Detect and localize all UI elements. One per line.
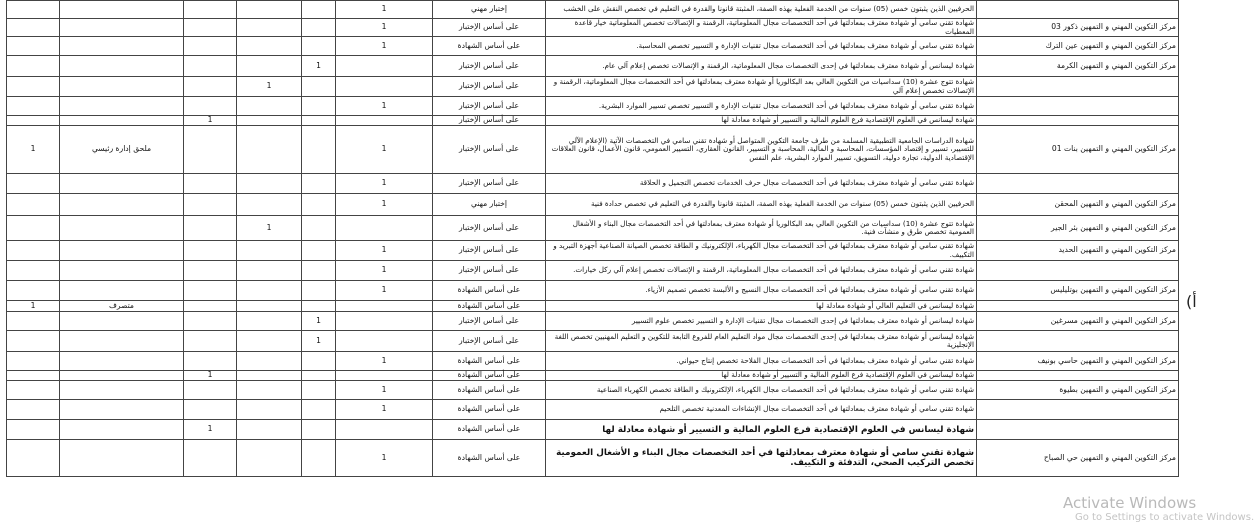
recruitment-mode: على أساس الشهادة — [433, 381, 546, 400]
training-center — [977, 116, 1179, 126]
col-4-count — [237, 440, 302, 477]
recruitment-mode: على أساس الإختبار — [433, 19, 546, 37]
training-center — [977, 371, 1179, 381]
training-center: مركز التكوين المهني و التمهين حي الصباح — [977, 440, 1179, 477]
post-grade: ملحق إدارة رئيسي — [60, 126, 184, 174]
col-4-count — [237, 261, 302, 281]
table-body — [7, 1, 1179, 477]
col-4-count — [237, 331, 302, 352]
col-5-count — [302, 261, 336, 281]
recruitment-mode: على أساس الإختبار — [433, 261, 546, 281]
post-grade — [60, 371, 184, 381]
recruitment-mode: على أساس الإختبار — [433, 312, 546, 331]
col-4-count — [237, 352, 302, 371]
col-6-count: 1 — [336, 352, 433, 371]
col-4-count — [237, 37, 302, 56]
col-5-count — [302, 400, 336, 420]
count-total — [7, 56, 60, 77]
col-6-count: 1 — [336, 241, 433, 261]
required-qualification: شهادة تقني سامي أو شهادة معترف بمعادلتها في أحد التخصصات مجال تقنيات الإدارة و التسيير تخصص تسيير الموارد البشرية. — [546, 97, 977, 116]
col-3-count: 1 — [184, 371, 237, 381]
col-6-count — [336, 216, 433, 241]
count-total — [7, 331, 60, 352]
count-total: 1 — [7, 126, 60, 174]
count-total — [7, 97, 60, 116]
col-4-count — [237, 116, 302, 126]
required-qualification: شهادة تقني سامي أو شهادة معترف بمعادلتها في أحد التخصصات مجال الكهرباء، الإلكترونيك و الطاقة تخصص الكهرباء الصناعية — [546, 381, 977, 400]
required-qualification: شهادة تقني سامي أو شهادة معترف بمعادلتها في أحد التخصصات مجال حرف الخدمات تخصص التجميل و الحلاقة — [546, 174, 977, 194]
col-6-count: 1 — [336, 261, 433, 281]
post-grade — [60, 19, 184, 37]
col-6-count: 1 — [336, 174, 433, 194]
col-5-count — [302, 97, 336, 116]
recruitment-mode: على أساس الإختبار — [433, 126, 546, 174]
col-5-count: 1 — [302, 56, 336, 77]
table-row — [7, 1, 1179, 19]
training-center — [977, 400, 1179, 420]
recruitment-mode: على أساس الشهادة — [433, 400, 546, 420]
post-grade — [60, 1, 184, 19]
table-row — [7, 381, 1179, 400]
required-qualification: شهادة الدراسات الجامعية التطبيقية المسلمة من طرف جامعة التكوين المتواصل أو شهادة تقني سامي في التخصصات الآتية (الإعلام الآلي للتسيير، تسيير و إقتصاد المؤسسات، المحاسبة و المالية، المحاسبة و التسيير، القانون العقاري، التسيير العمومي، قانون الأعمال، قانون العلاقات الإقتصادية الدولية، تجارة دولية، التسويق، تسيير الموارد البشرية، علم النفس — [546, 126, 977, 174]
page-right-margin — [1180, 0, 1225, 524]
col-6-count: 1 — [336, 19, 433, 37]
col-5-count — [302, 440, 336, 477]
table-row — [7, 77, 1179, 97]
table-row — [7, 281, 1179, 301]
required-qualification: شهادة تقني سامي أو شهادة معترف بمعادلتها في أحد التخصصات مجال النسيج و الألبسة تخصص تصميم الأزياء. — [546, 281, 977, 301]
col-5-count: 1 — [302, 312, 336, 331]
col-4-count — [237, 381, 302, 400]
col-5-count — [302, 216, 336, 241]
count-total — [7, 371, 60, 381]
count-total — [7, 174, 60, 194]
table-row — [7, 440, 1179, 477]
required-qualification: شهادة ليسانس في العلوم الإقتصادية فرع العلوم المالية و التسيير أو شهادة معادلة لها — [546, 116, 977, 126]
count-total — [7, 381, 60, 400]
col-5-count: 1 — [302, 331, 336, 352]
count-total — [7, 19, 60, 37]
training-center: مركز التكوين المهني و التمهين بئر الجير — [977, 216, 1179, 241]
recruitment-mode: على أساس الشهادة — [433, 281, 546, 301]
required-qualification: شهادة تقني سامي أو شهادة معترف بمعادلتها في أحد التخصصات مجال تقنيات الإدارة و التسيير تخصص المحاسبة. — [546, 37, 977, 56]
post-grade — [60, 331, 184, 352]
required-qualification: شهادة ليسانس أو شهادة معترف بمعادلتها في إحدى التخصصات مجال المعلوماتية، الرقمنة و الإتصالات تخصص إعلام آلي عام. — [546, 56, 977, 77]
table-row — [7, 56, 1179, 77]
table-row — [7, 400, 1179, 420]
training-center — [977, 77, 1179, 97]
recruitment-mode: على أساس الإختبار — [433, 77, 546, 97]
training-center: مركز التكوين المهني و التمهين مسرغين — [977, 312, 1179, 331]
table-row — [7, 126, 1179, 174]
col-6-count: 1 — [336, 194, 433, 216]
required-qualification: شهادة ليسانس في العلوم الإقتصادية فرع العلوم المالية و التسيير أو شهادة معادلة لها — [546, 371, 977, 381]
col-3-count — [184, 19, 237, 37]
col-5-count — [302, 19, 336, 37]
col-4-count — [237, 97, 302, 116]
count-total: 1 — [7, 301, 60, 312]
col-3-count — [184, 400, 237, 420]
col-5-count — [302, 174, 336, 194]
recruitment-mode: إختبار مهني — [433, 1, 546, 19]
col-6-count — [336, 116, 433, 126]
post-grade — [60, 97, 184, 116]
col-3-count: 1 — [184, 420, 237, 440]
post-grade — [60, 281, 184, 301]
count-total — [7, 261, 60, 281]
count-total — [7, 241, 60, 261]
col-6-count: 1 — [336, 37, 433, 56]
col-6-count: 1 — [336, 281, 433, 301]
count-total — [7, 77, 60, 97]
col-3-count — [184, 440, 237, 477]
table-row — [7, 261, 1179, 281]
col-5-count — [302, 371, 336, 381]
col-6-count — [336, 56, 433, 77]
col-3-count — [184, 281, 237, 301]
col-4-count — [237, 371, 302, 381]
post-grade — [60, 174, 184, 194]
post-grade — [60, 400, 184, 420]
recruitment-mode: على أساس الإختبار — [433, 116, 546, 126]
col-3-count — [184, 194, 237, 216]
required-qualification: شهادة تقني سامي أو شهادة معترف بمعادلتها في أحد التخصصات مجال الكهرباء، الإلكترونيك و الطاقة تخصص الصيانة الصناعية أجهزة التبريد و التكييف. — [546, 241, 977, 261]
required-qualification: شهادة تقني سامي أو شهادة معترف بمعادلتها في أحد التخصصات مجال المعلوماتية، الرقمنة و الإتصالات تخصص المعلوماتية خيار قاعدة المعطيات — [546, 19, 977, 37]
required-qualification: شهادة تقني سامي أو شهادة معترف بمعادلتها في أحد التخصصات مجال البناء و الأشغال العمومية تخصص التركيب الصحي، التدفئة و التكييف. — [546, 440, 977, 477]
table-row — [7, 37, 1179, 56]
col-5-count — [302, 352, 336, 371]
col-3-count: 1 — [184, 116, 237, 126]
col-6-count: 1 — [336, 1, 433, 19]
col-3-count — [184, 241, 237, 261]
required-qualification: شهادة تقني سامي أو شهادة معترف بمعادلتها في أحد التخصصات مجال المعلوماتية، الرقمنة و الإتصالات تخصص إعلام آلي ركل خيارات. — [546, 261, 977, 281]
post-grade — [60, 352, 184, 371]
training-center: مركز التكوين المهني و التمهين المحقن — [977, 194, 1179, 216]
col-5-count — [302, 194, 336, 216]
col-4-count — [237, 1, 302, 19]
col-6-count — [336, 420, 433, 440]
training-center — [977, 301, 1179, 312]
recruitment-mode: على أساس الشهادة — [433, 37, 546, 56]
col-5-count — [302, 301, 336, 312]
post-grade: متصرف — [60, 301, 184, 312]
count-total — [7, 37, 60, 56]
required-qualification: شهادة ليسانس في العلوم الإقتصادية فرع العلوم المالية و التسيير أو شهادة معادلة لها — [546, 420, 977, 440]
col-6-count — [336, 312, 433, 331]
count-total — [7, 1, 60, 19]
col-3-count — [184, 352, 237, 371]
training-center: مركز التكوين المهني و التمهين الكرمة — [977, 56, 1179, 77]
col-4-count: 1 — [237, 77, 302, 97]
col-3-count — [184, 56, 237, 77]
col-6-count: 1 — [336, 381, 433, 400]
recruitment-mode: على أساس الإختبار — [433, 174, 546, 194]
col-4-count — [237, 301, 302, 312]
training-center — [977, 261, 1179, 281]
count-total — [7, 216, 60, 241]
required-qualification: شهادة تتوج عشرة (10) سداسيات من التكوين العالي بعد البكالوريا أو شهادة معترف بمعادلتها في أحد التخصصات مجال المعلوماتية، الرقمنة و الإتصالات تخصص إعلام آلي — [546, 77, 977, 97]
col-4-count — [237, 126, 302, 174]
col-3-count — [184, 77, 237, 97]
training-center — [977, 331, 1179, 352]
col-4-count: 1 — [237, 216, 302, 241]
count-total — [7, 440, 60, 477]
required-qualification: شهادة ليسانس أو شهادة معترف بمعادلتها في إحدى التخصصات مجال تقنيات الإدارة و التسيير تخصص علوم التسيير — [546, 312, 977, 331]
col-3-count — [184, 331, 237, 352]
required-qualification: شهادة ليسانس أو شهادة معترف بمعادلتها في إحدى التخصصات مجال مواد التعليم العام للفروع التابعة للتكوين و التعليم المهنيين تخصص اللغة الإنجليزية — [546, 331, 977, 352]
count-total — [7, 352, 60, 371]
post-grade — [60, 241, 184, 261]
training-center — [977, 97, 1179, 116]
table-row — [7, 241, 1179, 261]
post-grade — [60, 261, 184, 281]
post-grade — [60, 440, 184, 477]
training-center — [977, 174, 1179, 194]
recruitment-mode: على أساس الشهادة — [433, 301, 546, 312]
table-row — [7, 312, 1179, 331]
training-center: مركز التكوين المهني و التمهين بوتليليس — [977, 281, 1179, 301]
activate-windows-watermark: Activate Windows — [1063, 494, 1197, 512]
col-3-count — [184, 261, 237, 281]
table-row — [7, 331, 1179, 352]
col-4-count — [237, 194, 302, 216]
recruitment-table-sheet — [6, 0, 1178, 524]
count-total — [7, 420, 60, 440]
recruitment-mode: على أساس الإختبار — [433, 56, 546, 77]
col-3-count — [184, 126, 237, 174]
recruitment-mode: على أساس الإختبار — [433, 216, 546, 241]
training-center: مركز التكوين المهني و التمهين الحديد — [977, 241, 1179, 261]
training-center: مركز التكوين المهني و التمهين حاسي بونيف — [977, 352, 1179, 371]
col-3-count — [184, 381, 237, 400]
training-center: مركز التكوين المهني و التمهين بطيوة — [977, 381, 1179, 400]
table-row — [7, 216, 1179, 241]
col-5-count — [302, 77, 336, 97]
col-6-count — [336, 77, 433, 97]
col-6-count — [336, 301, 433, 312]
col-6-count: 1 — [336, 440, 433, 477]
count-total — [7, 312, 60, 331]
col-6-count — [336, 371, 433, 381]
col-4-count — [237, 241, 302, 261]
required-qualification: الحرفيين الذين يثبتون خمس (05) سنوات من الخدمة الفعلية بهذه الصفة، المثبتة قانونا والقدرة في التعليم في تخصص النقش على الخشب — [546, 1, 977, 19]
col-3-count — [184, 97, 237, 116]
post-grade — [60, 216, 184, 241]
training-center: مركز التكوين المهني و التمهين بنات 01 — [977, 126, 1179, 174]
col-4-count — [237, 19, 302, 37]
post-grade — [60, 420, 184, 440]
col-3-count — [184, 37, 237, 56]
training-center: مركز التكوين المهني و التمهين عين الترك — [977, 37, 1179, 56]
table-row — [7, 19, 1179, 37]
count-total — [7, 281, 60, 301]
col-4-count — [237, 281, 302, 301]
col-3-count — [184, 216, 237, 241]
col-3-count — [184, 174, 237, 194]
recruitment-mode: على أساس الإختبار — [433, 241, 546, 261]
required-qualification: الحرفيين الذين يثبتون خمس (05) سنوات من الخدمة الفعلية بهذه الصفة، المثبتة قانونا والقدرة في التعليم في تخصص حدادة فنية — [546, 194, 977, 216]
col-5-count — [302, 37, 336, 56]
col-5-count — [302, 281, 336, 301]
table-row — [7, 352, 1179, 371]
training-center — [977, 1, 1179, 19]
recruitment-mode: إختبار مهني — [433, 194, 546, 216]
required-qualification: شهادة تقني سامي أو شهادة معترف بمعادلتها في أحد التخصصات مجال الإنشاءات المعدنية تخصص التلحيم — [546, 400, 977, 420]
col-5-count — [302, 241, 336, 261]
recruitment-table — [6, 0, 1179, 477]
col-3-count — [184, 1, 237, 19]
recruitment-mode: على أساس الشهادة — [433, 440, 546, 477]
table-row — [7, 194, 1179, 216]
post-grade — [60, 116, 184, 126]
col-6-count: 1 — [336, 400, 433, 420]
table-row — [7, 174, 1179, 194]
col-5-count — [302, 420, 336, 440]
post-grade — [60, 194, 184, 216]
post-grade — [60, 381, 184, 400]
count-total — [7, 194, 60, 216]
post-grade — [60, 77, 184, 97]
table-row — [7, 301, 1179, 312]
recruitment-mode: على أساس الإختبار — [433, 97, 546, 116]
recruitment-mode: على أساس الشهادة — [433, 371, 546, 381]
table-row — [7, 371, 1179, 381]
count-total — [7, 116, 60, 126]
col-3-count — [184, 301, 237, 312]
col-6-count: 1 — [336, 126, 433, 174]
training-center: مركز التكوين المهني و التمهين ذكور 03 — [977, 19, 1179, 37]
col-4-count — [237, 400, 302, 420]
recruitment-mode: على أساس الإختبار — [433, 331, 546, 352]
col-4-count — [237, 56, 302, 77]
table-row — [7, 97, 1179, 116]
col-4-count — [237, 420, 302, 440]
recruitment-mode: على أساس الشهادة — [433, 420, 546, 440]
table-row — [7, 116, 1179, 126]
required-qualification: شهادة تقني سامي أو شهادة معترف بمعادلتها في أحد التخصصات مجال الفلاحة تخصص إنتاج حيواني. — [546, 352, 977, 371]
col-6-count: 1 — [336, 97, 433, 116]
table-row — [7, 420, 1179, 440]
training-center — [977, 420, 1179, 440]
count-total — [7, 400, 60, 420]
col-5-count — [302, 1, 336, 19]
post-grade — [60, 312, 184, 331]
recruitment-mode: على أساس الشهادة — [433, 352, 546, 371]
col-4-count — [237, 312, 302, 331]
activate-windows-hint: Go to Settings to activate Windows. — [1075, 512, 1254, 523]
post-grade — [60, 37, 184, 56]
required-qualification: شهادة تتوج عشرة (10) سداسيات من التكوين العالي بعد البكالوريا أو شهادة معترف بمعادلتها في أحد التخصصات مجال البناء و الأشغال العمومية تخصص طرق و منشآت فنية. — [546, 216, 977, 241]
side-bracket-mark: (أ — [1186, 292, 1197, 311]
col-3-count — [184, 312, 237, 331]
required-qualification: شهادة ليسانس في التعليم العالي أو شهادة معادلة لها — [546, 301, 977, 312]
col-5-count — [302, 116, 336, 126]
col-4-count — [237, 174, 302, 194]
col-6-count — [336, 331, 433, 352]
col-5-count — [302, 381, 336, 400]
post-grade — [60, 56, 184, 77]
col-5-count — [302, 126, 336, 174]
